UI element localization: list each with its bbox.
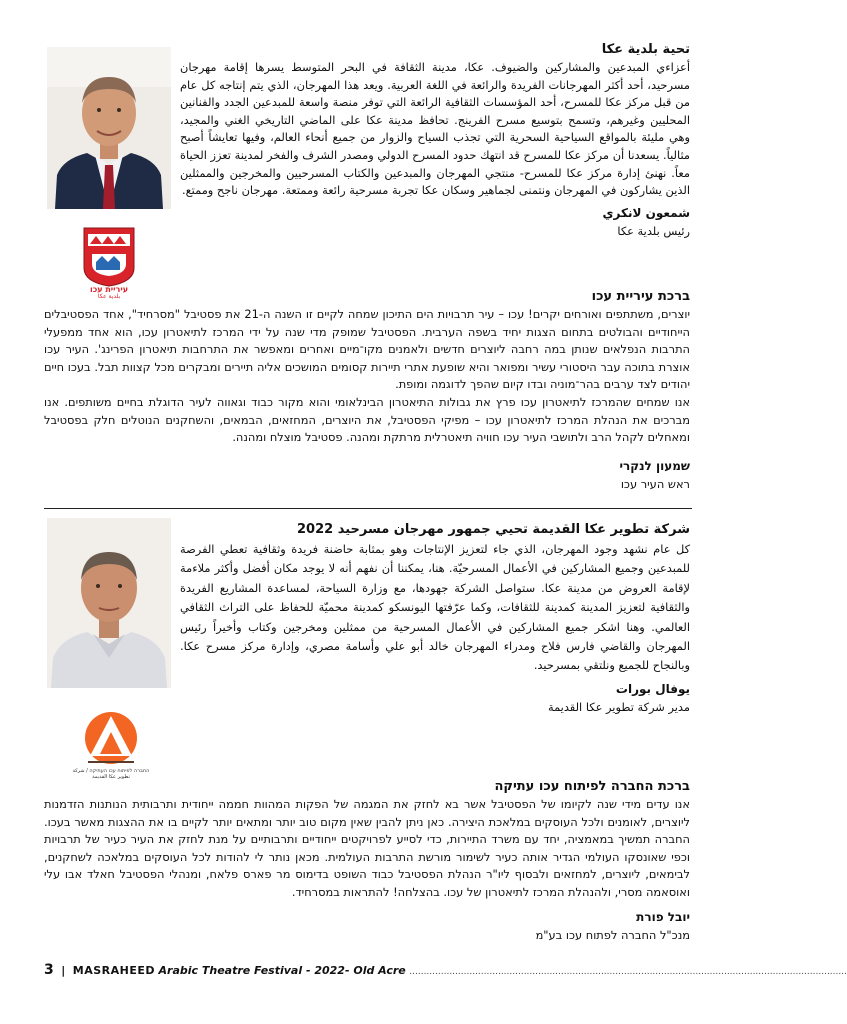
section-body: كل عام نشهد وجود المهرجان، الذي جاء لتعزيز الإنتاجات وهو بمثابة حاضنة فريدة وثقافية تعطي الفرصة للمبدعين وجميع المشاركين في الأعمال المسرحيّة. هنا، يمكننا أن نفهم أنه لا يوجد مكان أفضل وأكثر ملاءمة لإقامة العروض من مدينة عكا. ستواصل الشركة جهودها، مع وزارة السياحة، لمساعدة المشاريع الفريدة والثقافية لتعزيز المدينة كمدينة للثقافات، وكما عرّفتها اليونسكو كمدينة محميّة للحفاظ على التراث الثقافي العالمي. وهنا اشكر جميع المشاركين في الأعمال المسرحية من ممثلين ومخرجين وكتاب وأخيراً رئيس المهرجان والقاضي فارس فلاح ومدراء المهرجان خالد أبو علي وأسامة مصري، وإدارة مركز مسرح عكا. وبالنجاح للجميع ونلتقي بمسرحيد. [180,542,690,673]
old-acre-company-greeting-hebrew [44,778,690,944]
section-body-p2: אנו שמחים שהמרכז לתיאטרון עכו פרץ את גבולות התיאטרון הבינלאומי והוא מקור כבוד וגאווה לעיר הדוגלת בחיים משותפים. אנו מברכים את הנהלת המרכז לתיאטרון עכו – מפיקי הפסטיבל, את היוצרים, המחזאים, הבמאים, והשחקנים הנוטלים חלק בפסטיבל ומאחלים לקהל הרב ולתושבי העיר עכו חוויה תיאטרלית מרתקת ומהנה. פסטיבל מוצלח ומהנה. [44,394,690,445]
footer-separator: | [61,964,66,977]
municipality-greeting-arabic [180,41,690,240]
signature-role: מנכ"ל החברה לפתוח עכו בע"מ [535,927,690,942]
old-acre-company-greeting-arabic [180,520,690,716]
section-title: شركة تطوير عكا القديمة تحيي جمهور مهرجان مسرحيد 2022 [296,522,690,537]
signature-role: ראש העיר עכו [620,476,690,491]
signature-role: مدير شركة تطوير عكا القديمة [547,699,690,714]
municipality-greeting-hebrew [44,285,690,493]
director-portrait-photo [47,518,171,688]
section-title: ברכת עיריית עכו [591,289,690,304]
page-footer [44,962,847,982]
signature-name: יובל פורת [636,909,690,924]
section-title: تحية بلدية عكا [601,42,690,57]
signature-name: شمعون لانكري [602,205,690,220]
section-body: אנו עדים מידי שנה לקיומו של הפסטיבל אשר בא לחזק את המגמה של הפקות המהוות חממה ייחודית ותרבותית הנותנות הזדמנות ליוצרים, לאומנים ולכל העוסקים במלאכת היצירה. כאן ניתן להבין שאין מקום טוב יותר ומתאים יותר לקיים בו את ההצגות מאשר בעכו. החברה תמשיך במאמציה, יחד עם משרד התיירות, כדי לסייע לפרויקטים ייחודיים ותרבותיים על מנת לחזק את העיר כעיר של תרבויות וכפי שאונסקו העולמי הגדיר אותה כעיר לשימור מורשת התרבות העולמית. מכאן נותר לי להודות לכל העוסקים במלאכה לשחקנים, לבימאים, ליוצרים, למחזאים ולבסוף ליו"ר הנהלת הפסטיבל כבוד השופט בדימוס מר פארס פלאח, ומנהלי הפסטיבל חאלד אבו עלי ואוסאמה מסרי, ולהנהלת המרכז לתיאטרון של עכו. בהצלחה! להתראות במסרחיד. [44,797,690,899]
signature-name: שמעון לנקרי [619,458,690,473]
section-divider [44,508,692,509]
festival-subtitle: Arabic Theatre Festival - 2022- Old Acre [158,964,406,977]
section-body: أعزاءي المبدعين والمشاركين والضيوف. عكا، مدينة الثقافة في البحر المتوسط يسرها إقامة مهرجان مسرحيد، أحد أكثر المهرجانات الفريدة والرائعة في اللغة العربية. ويعد هذا المهرجان، الذي يتم إنتاجه كل عام من قبل مركز عكا للمسرح، أحد المؤسسات الثقافية الرائعة التي توفر منصة واسعة للمبدعين الجدد والفنانين المحليين وغيرهم، وتسمح بتوسيع مسرح الفرينج. تحافظ مدينة عكا على الماضي التاريخي الغني والمجيد، وهي مليئة بالمواقع السياحية السحرية التي تجذب السياح والزوار من جميع أنحاء العالم، وفيها تعايشاً أصبح مثالياً. يسعدنا أن مركز عكا للمسرح قد انتهك حدود المسرح الدولي ومصدر الشرف والفخر لمدينة تعزز الحياة معاً. نهنئ إدارة مركز عكا للمسرح- منتجي المهرجان والمبدعين والكتاب المسرحيين والمخرجين والممثلين الذين يشاركون في المهرجان ونتمنى لجماهير وسكان عكا تجربة مسرحية رائعة وممتعة. مهرجان ناجح وممتع. [180,60,690,198]
page-number: 3 [44,962,54,978]
acre-logo-caption-ar: بلدية عكا [97,293,121,300]
festival-brand: MASRAHEED [72,964,156,977]
old-acre-logo-caption: החברה לפיתוח עכו העתיקה / شركة تطوير عكا القديمة [72,768,150,780]
signature-role: رئيس بلدية عكا [617,223,690,238]
old-acre-development-logo [70,706,152,782]
section-title: ברכת החברה לפיתוח עכו עתיקה [494,779,690,794]
section-body-p1: יוצרים, משתתפים ואורחים יקרים! עכו – עיר תרבויות הים התיכון שמחה לקיים זו השנה ה-21 את פסטיבל "מסרחיד", אחד הפסטיבלים הייחודיים והבולטים בתחום הצגות יחיד בשפה הערבית. הפסטיבל שמופק מדי שנה על ידי המרכז לתיאטרון עכו, הוא אחד ממפעלי התרבות הנפלאים שנותן במה רחבה ליוצרים חדשים ולאמנים מקו־מיים ואחרים ומאפשר את התרחבות תיאטרון הפרינג'. העיר עכו אוצרת בתוכה עבר היסטורי עשיר ומפואר והיא שופעת אתרי תיירות קסומים המושכים אליה תיירים ומבקרים מכל קצוות תבל. בעכו חיים יהודים לצד ערבים בהר־מוניה ובדו קיום שהפך לדוגמה ומופת. [44,307,690,392]
acre-logo-caption-he: עיריית עכו [89,285,129,294]
footer-dots: ......................................................................................................................................................... [409,967,847,977]
mayor-portrait-photo [47,47,171,209]
signature-name: يوفال بورات [615,681,690,696]
